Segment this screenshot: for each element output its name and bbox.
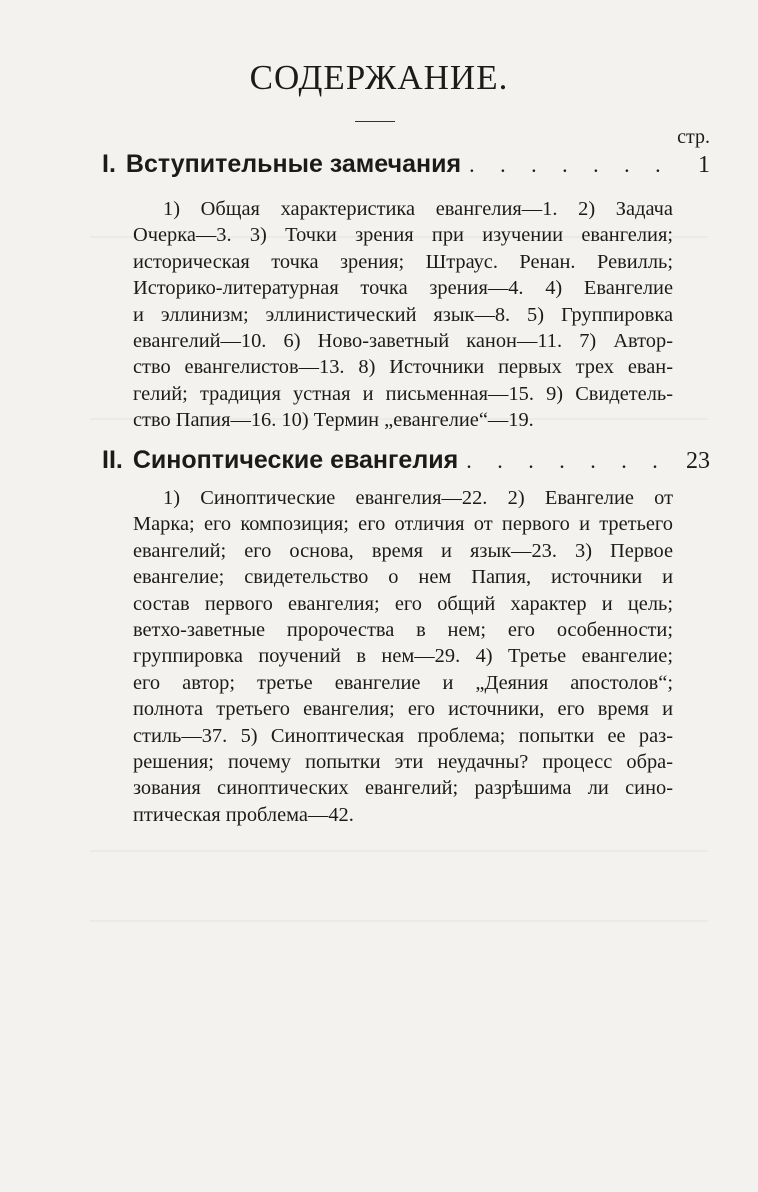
summary-line: историческая точка зрения; Штраус. Ренан. Ревилль; — [133, 250, 673, 273]
summary-line: 1) Общая характеристика евангелия—1. 2) Задача — [163, 198, 673, 220]
page-column-label: стр. — [677, 126, 710, 148]
summary-line: ство Папия—16. 10) Термин „евангелие“—19. — [133, 409, 534, 432]
section-heading-2 — [102, 446, 710, 475]
section-title: Синоптические евангелия — [132, 446, 459, 474]
section-page-number: 23 — [686, 448, 710, 474]
summary-line: решения; почему попытки эти неудачны? процесс обра- — [133, 751, 673, 774]
summary-line: 1) Синоптические евангелия—22. 2) Евангелие от — [163, 487, 673, 509]
summary-line: состав первого евангелия; его общий характер и цель; — [133, 592, 673, 615]
section-page-number: 1 — [698, 152, 710, 178]
section-number: II. — [102, 446, 123, 474]
section-heading-1 — [102, 150, 710, 179]
summary-line: гелий; традиция устная и письменная—15. 9) Свидетель- — [133, 382, 673, 405]
leader-dots — [466, 448, 674, 474]
summary-line: евангелий—10. 6) Ново-заветный канон—11. 7) Автор- — [133, 330, 673, 353]
summary-line: евангелие; свидетельство о нем Папия, источники и — [133, 566, 673, 589]
page-title: СОДЕРЖАНИЕ. — [249, 58, 509, 97]
summary-line: Очерка—3. 3) Точки зрения при изучении евангелия; — [133, 224, 673, 247]
title-rule — [355, 121, 395, 122]
summary-line: его автор; третье евангелие и „Деяния апостолов“; — [133, 671, 673, 694]
summary-line: группировка поучений в нем—29. 4) Третье евангелие; — [133, 645, 673, 668]
summary-line: стиль—37. 5) Синоптическая проблема; попытки ее раз- — [133, 724, 673, 747]
summary-line: птическая проблема—42. — [133, 803, 354, 826]
section-summary-2 — [133, 485, 673, 828]
summary-line: Историко-литературная точка зрения—4. 4) Евангелие — [133, 277, 673, 300]
summary-line: Марка; его композиция; его отличия от первого и третьего — [133, 513, 673, 536]
section-summary-1 — [133, 196, 673, 434]
summary-line: ветхо-заветные пророчества в нем; его особенности; — [133, 619, 673, 642]
section-title: Вступительные замечания — [125, 150, 462, 178]
section-number: I. — [102, 150, 116, 178]
summary-line: и эллинизм; эллинистический язык—8. 5) Группировка — [133, 303, 673, 326]
summary-line: полнота третьего евангелия; его источники, его время и — [133, 698, 673, 721]
summary-line: зования синоптических евангелий; разрѣшима ли сино- — [133, 777, 673, 800]
bleed-through-line — [90, 850, 708, 852]
summary-line: евангелий; его основа, время и язык—23. 3) Первое — [133, 539, 673, 562]
leader-dots — [469, 152, 686, 178]
summary-line: ство евангелистов—13. 8) Источники первых трех еван- — [133, 356, 673, 379]
bleed-through-line — [90, 920, 708, 922]
